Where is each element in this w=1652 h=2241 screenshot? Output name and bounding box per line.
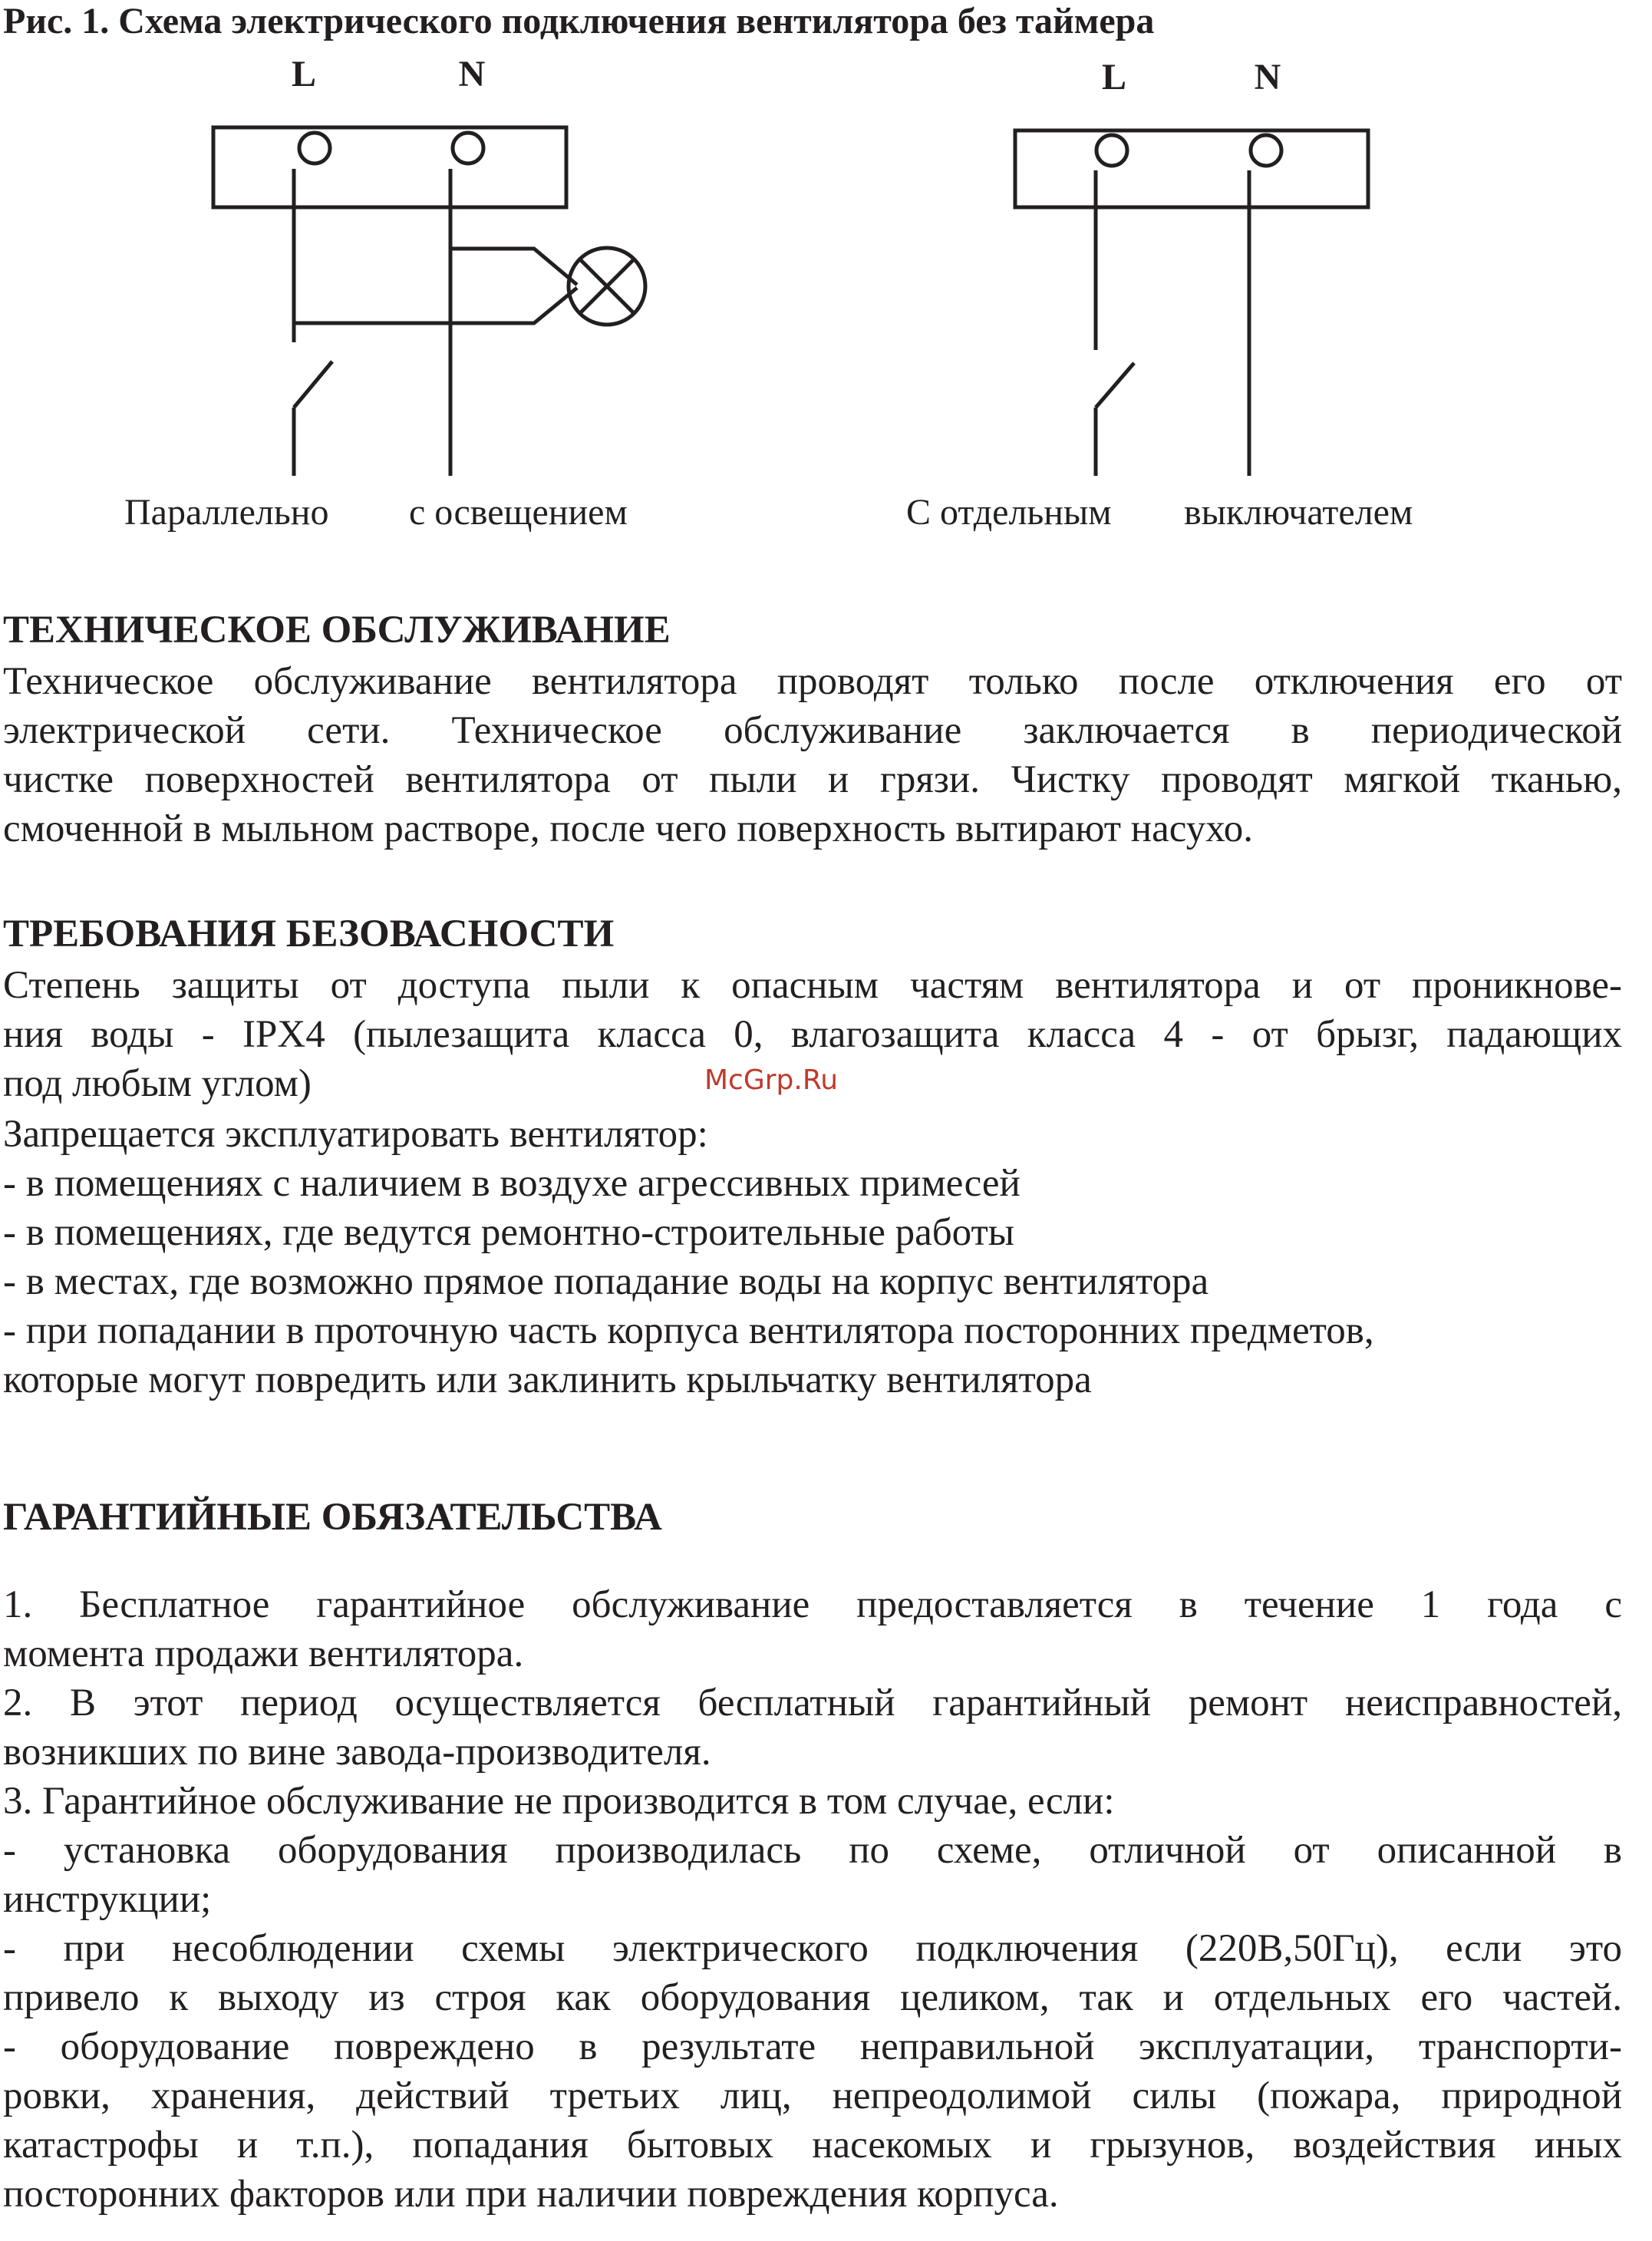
- warranty-line: - установка оборудования производилась по схеме, отличной от описанной в: [3, 1829, 1622, 1872]
- diagram-left-label-l: L: [291, 54, 317, 94]
- warranty-text: [3, 1580, 1622, 2219]
- diagram-left-label-n: N: [458, 54, 486, 94]
- warranty-line: момента продажи вентилятора.: [3, 1632, 524, 1675]
- warranty-line: 2. В этот период осуществляется бесплатный гарантийный ремонт неисправностей,: [3, 1682, 1622, 1724]
- wiring-diagrams: [0, 38, 1652, 484]
- terminal-l-right: [1096, 135, 1127, 166]
- caption-right-b: выключателем: [1184, 492, 1413, 533]
- warranty-line: - оборудование повреждено в результате неправильной эксплуатации, транспорти-: [3, 2025, 1622, 2068]
- caption-left-b: с освещением: [409, 492, 628, 533]
- forbidden-item: которые могут повредить или заклинить крыльчатку вентилятора: [3, 1358, 1092, 1401]
- diagram-right-label-n: N: [1254, 57, 1281, 97]
- lamp-icon: [569, 248, 645, 325]
- caption-left-a: Параллельно: [124, 492, 329, 533]
- forbidden-item: - в помещениях с наличием в воздухе агрессивных примесей: [3, 1162, 1021, 1205]
- maintenance-line: чистке поверхностей вентилятора от пыли и грязи. Чистку проводят мягкой тканью,: [3, 758, 1622, 801]
- switch-left: [294, 361, 332, 408]
- safety-line: под любым углом): [3, 1062, 312, 1105]
- warranty-line: посторонних факторов или при наличии повреждения корпуса.: [3, 2173, 1059, 2216]
- warranty-line: 3. Гарантийное обслуживание не производится в том случае, если:: [3, 1780, 1115, 1823]
- forbidden-title: Запрещается эксплуатировать вентилятор:: [3, 1113, 708, 1156]
- forbidden-item: - в местах, где возможно прямое попадание воды на корпус вентилятора: [3, 1260, 1209, 1303]
- switch-right: [1096, 363, 1134, 408]
- warranty-line: катастрофы и т.п.), попадания бытовых насекомых и грызунов, воздействия иных: [3, 2124, 1622, 2167]
- warranty-heading: ГАРАНТИЙНЫЕ ОБЯЗАТЕЛЬСТВА: [3, 1496, 662, 1539]
- terminal-l-left: [299, 133, 330, 163]
- forbidden-list: [3, 1110, 1622, 1404]
- caption-right-a: С отдельным: [906, 492, 1112, 533]
- maintenance-heading: ТЕХНИЧЕСКОЕ ОБСЛУЖИВАНИЕ: [3, 609, 671, 652]
- diagram-separate-switch: [1015, 57, 1368, 476]
- lamp-wire-top: [450, 249, 577, 285]
- terminal-block-right: [1015, 130, 1368, 207]
- diagram-parallel-lighting: [213, 54, 645, 476]
- maintenance-line: Техническое обслуживание вентилятора проводят только после отключения его от: [3, 660, 1622, 703]
- maintenance-text: [3, 657, 1622, 853]
- safety-heading: ТРЕБОВАНИЯ БЕЗОВАСНОСТИ: [3, 913, 615, 955]
- warranty-line: - при несоблюдении схемы электрического подключения (220В,50Гц), если это: [3, 1927, 1622, 1970]
- figure-title: Рис. 1. Схема электрического подключения вентилятора без таймера: [3, 1, 1155, 41]
- safety-line: Степень защиты от доступа пыли к опасным частям вентилятора и от проникнове-: [3, 964, 1622, 1007]
- forbidden-item: - при попадании в проточную часть корпуса вентилятора посторонних предметов,: [3, 1309, 1374, 1352]
- diagram-right-label-l: L: [1101, 57, 1127, 97]
- maintenance-line: смоченной в мыльном растворе, после чего поверхность вытирают насухо.: [3, 807, 1254, 850]
- maintenance-line: электрической сети. Техническое обслуживание заключается в периодической: [3, 709, 1622, 752]
- terminal-block-left: [213, 127, 566, 207]
- safety-line: ния воды - IPX4 (пылезащита класса 0, влагозащита класса 4 - от брызг, падающих: [3, 1013, 1622, 1056]
- warranty-line: ровки, хранения, действий третьих лиц, непреодолимой силы (пожара, природной: [3, 2074, 1622, 2117]
- warranty-line: возникших по вине завода-производителя.: [3, 1731, 711, 1774]
- lamp-wire-bottom: [294, 288, 577, 323]
- warranty-line: привело к выходу из строя как оборудования целиком, так и отдельных его частей.: [3, 1976, 1622, 2019]
- watermark: McGrp.Ru: [704, 1064, 839, 1096]
- forbidden-item: - в помещениях, где ведутся ремонтно-строительные работы: [3, 1211, 1015, 1254]
- terminal-n-right: [1251, 135, 1281, 166]
- terminal-n-left: [453, 133, 483, 163]
- warranty-line: инструкции;: [3, 1878, 212, 1921]
- warranty-line: 1. Бесплатное гарантийное обслуживание предоставляется в течение 1 года с: [3, 1583, 1622, 1626]
